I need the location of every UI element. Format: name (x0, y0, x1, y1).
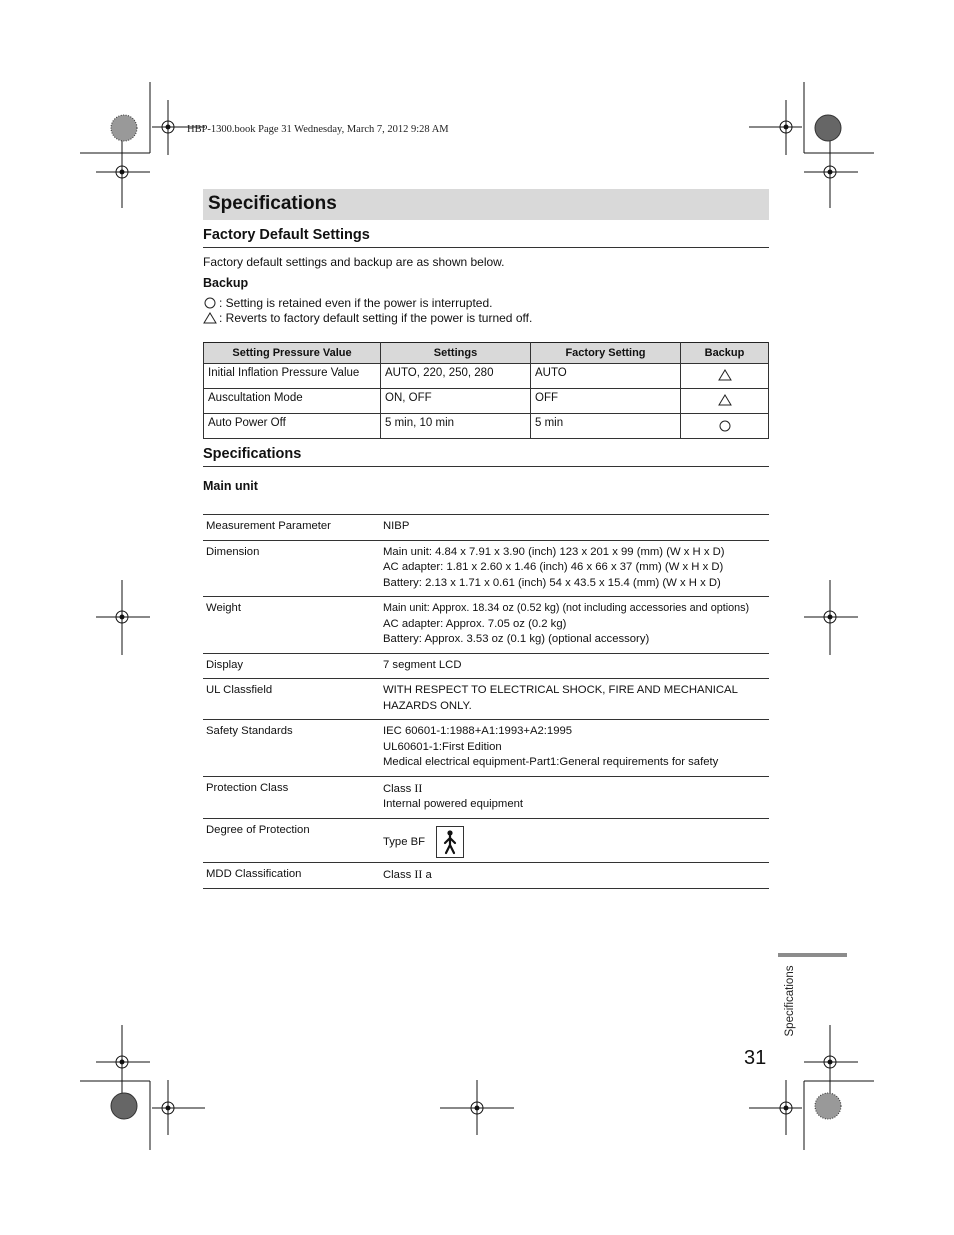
factory-value: OFF (531, 389, 681, 414)
spec-line (383, 781, 766, 798)
setting-name: Auto Power Off (204, 414, 381, 439)
table-row (203, 720, 769, 777)
book-info-header: HBP-1300.book Page 31 Wednesday, March 7, 2012 9:28 AM (187, 124, 449, 135)
section-divider (203, 466, 769, 467)
spec-line: Battery: Approx. 3.53 oz (0.1 kg) (optional accessory) (383, 633, 650, 645)
table-row (203, 818, 769, 862)
legend-triangle (203, 311, 532, 325)
legend-triangle-text: : Reverts to factory default setting if the power is turned off. (219, 311, 533, 325)
spec-line: UL60601-1:First Edition (383, 740, 502, 753)
side-tab-label: Specifications (784, 965, 796, 1037)
setting-options: 5 min, 10 min (381, 414, 531, 439)
factory-value: AUTO (531, 364, 681, 389)
spec-line: Main unit: Approx. 18.34 oz (0.52 kg) (not including accessories and options) (383, 602, 750, 614)
class-prefix: Class (383, 782, 415, 795)
backup-cell (681, 414, 769, 439)
column-header: Setting Pressure Value (204, 343, 381, 364)
section-divider (203, 247, 769, 248)
table-row (204, 414, 769, 439)
page-title-bar (203, 189, 769, 220)
class-roman: II (414, 780, 423, 795)
spec-value (380, 776, 769, 818)
spec-line: AC adapter: 1.81 x 2.60 x 1.46 (inch) 46 x 66 x 37 (mm) (W x H x D) (383, 561, 724, 573)
main-unit-label: Main unit (203, 479, 258, 493)
spec-label: Display (203, 653, 380, 679)
backup-label: Backup (203, 276, 249, 290)
spec-value (380, 818, 769, 862)
setting-name: Auscultation Mode (204, 389, 381, 414)
class-suffix: a (422, 868, 432, 881)
spec-line: Type BF (383, 835, 426, 848)
spec-value (380, 862, 769, 889)
spec-line (383, 867, 766, 884)
spec-line: IEC 60601-1:1988+A1:1993+A2:1995 (383, 725, 573, 737)
backup-cell (681, 364, 769, 389)
spec-line: HAZARDS ONLY. (383, 699, 472, 712)
legend-circle-text: : Setting is retained even if the power is interrupted. (219, 296, 493, 310)
main-unit-spec-table (203, 514, 769, 889)
triangle-icon (718, 393, 732, 407)
table-header-row (204, 343, 769, 364)
spec-value (380, 653, 769, 679)
column-header: Settings (381, 343, 531, 364)
spec-value (380, 540, 769, 597)
setting-name: Initial Inflation Pressure Value (204, 364, 381, 389)
spec-value (380, 597, 769, 654)
spec-label: Measurement Parameter (203, 515, 380, 541)
column-header: Factory Setting (531, 343, 681, 364)
table-row (204, 389, 769, 414)
class-prefix: Class (383, 868, 415, 881)
spec-label: Degree of Protection (203, 818, 380, 862)
spec-value (380, 679, 769, 720)
triangle-icon (718, 368, 732, 382)
table-row (203, 679, 769, 720)
table-row (203, 653, 769, 679)
specifications-heading: Specifications (203, 446, 302, 462)
type-bf-body-icon (436, 826, 464, 858)
spec-value (380, 515, 769, 541)
table-row (203, 862, 769, 889)
body-figure-icon (437, 827, 463, 857)
spec-value (380, 720, 769, 777)
spec-label: Dimension (203, 540, 380, 597)
backup-cell (681, 389, 769, 414)
circle-icon (203, 296, 217, 310)
spec-line: Main unit: 4.84 x 7.91 x 3.90 (inch) 123 x 201 x 99 (mm) (W x H x D) (383, 545, 725, 558)
spec-line: AC adapter: Approx. 7.05 oz (0.2 kg) (383, 617, 567, 630)
column-header: Backup (681, 343, 769, 364)
triangle-icon (203, 311, 217, 325)
spec-line: 7 segment LCD (383, 658, 462, 671)
factory-intro-text: Factory default settings and backup are as shown below. (203, 255, 505, 269)
setting-options: ON, OFF (381, 389, 531, 414)
spec-line: NIBP (383, 520, 410, 532)
spec-line: Battery: 2.13 x 1.71 x 0.61 (inch) 54 x 43.5 x 15.4 (mm) (W x H x D) (383, 576, 721, 589)
factory-value: 5 min (531, 414, 681, 439)
spec-line: Medical electrical equipment-Part1:General requirements for safety (383, 756, 719, 768)
spec-label: Weight (203, 597, 380, 654)
spec-label: MDD Classification (203, 862, 380, 889)
factory-settings-table (203, 342, 769, 439)
setting-options: AUTO, 220, 250, 280 (381, 364, 531, 389)
legend-circle (203, 296, 493, 310)
spec-label: UL Classfield (203, 679, 380, 720)
table-row (203, 540, 769, 597)
page-title: Specifications (208, 193, 337, 214)
circle-icon (718, 418, 732, 432)
page-number: 31 (744, 1047, 767, 1069)
class-roman: II (414, 866, 423, 881)
spec-label: Protection Class (203, 776, 380, 818)
spec-line: WITH RESPECT TO ELECTRICAL SHOCK, FIRE AND MECHANICAL (383, 684, 738, 696)
factory-defaults-heading: Factory Default Settings (203, 227, 370, 243)
spec-line: Internal powered equipment (383, 798, 524, 810)
table-row (204, 364, 769, 389)
table-row (203, 515, 769, 541)
table-row (203, 597, 769, 654)
table-row (203, 776, 769, 818)
spec-label: Safety Standards (203, 720, 380, 777)
